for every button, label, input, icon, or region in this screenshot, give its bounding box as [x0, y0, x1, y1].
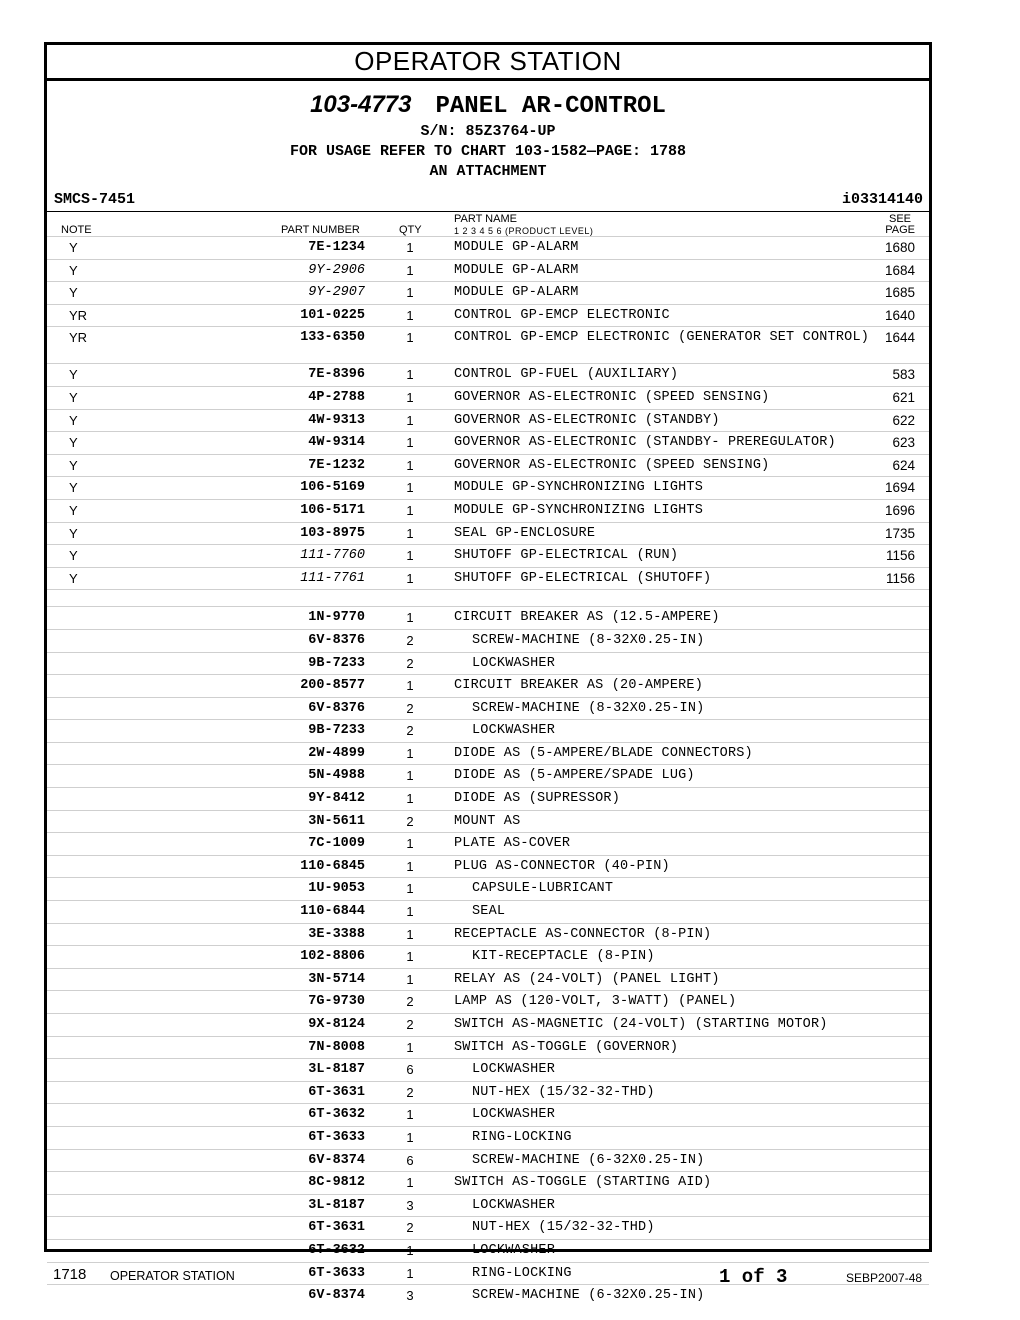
row-qty: 1 — [406, 1175, 414, 1191]
row-part-name: SWITCH AS-TOGGLE (GOVERNOR) — [454, 1039, 679, 1055]
footer-doc-id: SEBP2007-48 — [846, 1271, 923, 1285]
row-qty: 1 — [406, 1107, 414, 1123]
row-see-page: 624 — [892, 457, 915, 473]
row-qty: 1 — [406, 678, 414, 694]
row-qty: 1 — [406, 745, 414, 761]
col-page: PAGE — [885, 224, 915, 236]
row-part-name: CONTROL GP-EMCP ELECTRONIC — [454, 307, 670, 323]
row-qty: 2 — [406, 655, 414, 671]
row-part-number: 7E-8396 — [308, 367, 365, 383]
table-row — [47, 326, 929, 363]
row-part-number: 9Y-2907 — [308, 285, 365, 301]
row-note: Y — [69, 435, 78, 451]
row-see-page: 1735 — [884, 525, 915, 541]
row-qty: 2 — [406, 632, 414, 648]
table-row — [47, 259, 929, 282]
table-row — [47, 544, 929, 567]
row-part-name: SCREW-MACHINE (8-32X0.25-IN) — [472, 632, 705, 648]
row-qty: 2 — [406, 994, 414, 1010]
table-row — [47, 1013, 929, 1036]
row-qty: 6 — [406, 1062, 414, 1078]
row-qty: 1 — [406, 1242, 414, 1258]
row-part-number: 8C-9812 — [308, 1175, 365, 1191]
row-qty: 1 — [406, 949, 414, 965]
row-note: Y — [69, 240, 78, 255]
row-note: Y — [69, 502, 78, 518]
row-qty: 2 — [406, 1220, 414, 1236]
row-part-number: 9Y-8412 — [308, 791, 365, 807]
row-qty: 1 — [406, 971, 414, 987]
table-row — [47, 1216, 929, 1239]
row-part-name: SEAL — [472, 904, 506, 920]
row-qty: 1 — [406, 412, 414, 428]
row-qty: 1 — [406, 1039, 414, 1055]
table-row — [47, 764, 929, 787]
row-part-number: 6T-3631 — [308, 1220, 365, 1236]
row-part-number: 102-8806 — [300, 949, 365, 965]
column-headers — [47, 212, 929, 236]
row-part-number: 3N-5714 — [308, 971, 365, 987]
table-row — [47, 990, 929, 1013]
table-row — [47, 454, 929, 477]
row-part-name: PLUG AS-CONNECTOR (40-PIN) — [454, 858, 670, 874]
table-row — [47, 363, 929, 386]
col-see: SEE — [888, 213, 911, 225]
row-part-number: 6V-8374 — [308, 1288, 365, 1304]
table-row — [47, 968, 929, 991]
row-qty: 1 — [406, 262, 414, 278]
row-note: YR — [69, 307, 88, 323]
row-part-name: RELAY AS (24-VOLT) (PANEL LIGHT) — [454, 971, 720, 987]
row-part-number: 7N-8008 — [308, 1039, 365, 1055]
footer-page-of: 1 of 3 — [719, 1266, 788, 1288]
page-footer — [0, 1266, 1020, 1290]
row-see-page: 1644 — [884, 330, 915, 346]
row-part-number: 3N-5611 — [308, 813, 365, 829]
row-part-name: LOCKWASHER — [472, 1062, 556, 1078]
row-part-name: LOCKWASHER — [472, 723, 556, 739]
row-note: Y — [69, 412, 78, 428]
row-note: Y — [69, 262, 78, 278]
row-note: Y — [69, 525, 78, 541]
row-part-name: LOCKWASHER — [472, 1197, 556, 1213]
row-part-name: CAPSULE-LUBRICANT — [472, 881, 614, 897]
row-note: YR — [69, 330, 88, 346]
row-part-number: 106-5171 — [300, 502, 365, 518]
table-row — [47, 719, 929, 742]
row-qty: 1 — [406, 610, 414, 626]
table-row — [47, 1103, 929, 1126]
row-part-number: 6T-3631 — [308, 1084, 365, 1100]
row-part-name: MODULE GP-SYNCHRONIZING LIGHTS — [454, 502, 704, 518]
row-part-number: 1N-9770 — [308, 610, 365, 626]
table-row — [47, 409, 929, 432]
row-qty: 1 — [406, 240, 414, 255]
row-part-number: 6V-8376 — [308, 700, 365, 716]
row-part-number: 4W-9314 — [308, 435, 365, 451]
row-qty: 2 — [406, 723, 414, 739]
row-part-name: CIRCUIT BREAKER AS (20-AMPERE) — [454, 678, 704, 694]
row-qty: 1 — [406, 1129, 414, 1145]
table-row — [47, 1036, 929, 1059]
row-qty: 2 — [406, 1017, 414, 1032]
row-see-page: 1684 — [884, 262, 915, 278]
table-row — [47, 697, 929, 720]
row-see-page: 1696 — [884, 502, 915, 518]
parts-header — [47, 81, 929, 212]
row-qty: 6 — [406, 1152, 414, 1168]
row-qty: 1 — [406, 791, 414, 807]
row-part-number: 9Y-2906 — [308, 262, 365, 278]
table-row — [47, 522, 929, 545]
row-part-name: NUT-HEX (15/32-32-THD) — [472, 1084, 655, 1100]
table-row — [47, 386, 929, 409]
row-qty: 1 — [406, 881, 414, 897]
row-part-number: 106-5169 — [300, 480, 365, 496]
row-part-name: SCREW-MACHINE (8-32X0.25-IN) — [472, 700, 705, 716]
attachment-label: AN ATTACHMENT — [429, 163, 547, 180]
table-row — [47, 900, 929, 923]
row-note: Y — [69, 548, 78, 564]
row-part-number: 110-6844 — [300, 904, 365, 920]
table-row — [47, 1149, 929, 1172]
row-qty: 1 — [406, 307, 414, 323]
table-row — [47, 652, 929, 675]
row-part-name: SWITCH AS-MAGNETIC (24-VOLT) (STARTING MOTOR) — [454, 1017, 828, 1032]
row-see-page: 583 — [892, 367, 915, 383]
col-part-name: PART NAME — [454, 213, 517, 225]
table-row — [47, 832, 929, 855]
row-part-name: SEAL GP-ENCLOSURE — [454, 525, 596, 541]
col-qty: QTY — [399, 224, 422, 236]
row-part-number: 3L-8187 — [308, 1197, 365, 1213]
row-see-page: 1694 — [884, 480, 915, 496]
table-row — [47, 629, 929, 652]
group-title — [47, 91, 929, 120]
row-part-number: 3L-8187 — [308, 1062, 365, 1078]
col-product-levels: 1 2 3 4 5 6 (PRODUCT LEVEL) — [454, 226, 594, 236]
row-part-name: SCREW-MACHINE (6-32X0.25-IN) — [472, 1288, 705, 1304]
row-part-name: MODULE GP-ALARM — [454, 285, 579, 301]
row-qty: 1 — [406, 330, 414, 346]
row-part-name: MODULE GP-SYNCHRONIZING LIGHTS — [454, 480, 704, 496]
row-part-name: PLATE AS-COVER — [454, 836, 571, 852]
row-part-name: GOVERNOR AS-ELECTRONIC (STANDBY- PREREGULATOR) — [454, 435, 836, 451]
table-row — [47, 236, 929, 259]
table-row — [47, 606, 929, 629]
table-row — [47, 1239, 929, 1262]
row-part-number: 6T-3632 — [308, 1107, 365, 1123]
table-row — [47, 1194, 929, 1217]
table-row — [47, 810, 929, 833]
row-part-number: 2W-4899 — [308, 745, 365, 761]
row-note: Y — [69, 389, 78, 405]
row-qty: 1 — [406, 570, 414, 586]
row-note: Y — [69, 480, 78, 496]
row-part-number: 7E-1232 — [308, 457, 365, 473]
row-part-name: LOCKWASHER — [472, 655, 556, 671]
col-note: NOTE — [61, 224, 92, 236]
row-part-name: DIODE AS (5-AMPERE/SPADE LUG) — [454, 768, 695, 784]
row-part-number: 111-7761 — [300, 570, 365, 586]
row-part-name: CONTROL GP-EMCP ELECTRONIC (GENERATOR SET CONTROL) — [454, 330, 870, 346]
row-note: Y — [69, 457, 78, 473]
row-part-number: 7C-1009 — [308, 836, 365, 852]
row-part-number: 6V-8376 — [308, 632, 365, 648]
row-part-number: 133-6350 — [300, 330, 365, 346]
row-part-name: NUT-HEX (15/32-32-THD) — [472, 1220, 655, 1236]
row-see-page: 621 — [892, 389, 915, 405]
row-part-name: KIT-RECEPTACLE (8-PIN) — [472, 949, 655, 965]
table-row — [47, 567, 929, 590]
table-row — [47, 304, 929, 327]
row-qty: 1 — [406, 435, 414, 451]
row-see-page: 622 — [892, 412, 915, 428]
row-qty: 1 — [406, 480, 414, 496]
row-part-name: LOCKWASHER — [472, 1242, 556, 1258]
row-part-number: 9X-8124 — [308, 1017, 365, 1032]
row-qty: 1 — [406, 389, 414, 405]
row-part-name: SHUTOFF GP-ELECTRICAL (RUN) — [454, 548, 679, 564]
row-part-number: 1U-9053 — [308, 881, 365, 897]
smcs-code: SMCS-7451 — [54, 191, 136, 208]
group-part-number: 103-4773 — [310, 91, 412, 118]
row-part-name: SHUTOFF GP-ELECTRICAL (SHUTOFF) — [454, 570, 712, 586]
row-qty: 1 — [406, 904, 414, 920]
footer-section: OPERATOR STATION — [110, 1269, 235, 1283]
row-part-name: LOCKWASHER — [472, 1107, 556, 1123]
row-qty: 1 — [406, 1265, 414, 1281]
row-qty: 3 — [406, 1288, 414, 1304]
row-qty: 2 — [406, 813, 414, 829]
table-row — [47, 877, 929, 900]
row-qty: 1 — [406, 926, 414, 942]
row-see-page: 1640 — [884, 307, 915, 323]
row-qty: 1 — [406, 502, 414, 518]
row-part-number: 3E-3388 — [308, 926, 365, 942]
table-row — [47, 855, 929, 878]
table-row — [47, 742, 929, 765]
row-part-number: 9B-7233 — [308, 655, 365, 671]
row-part-name: RECEPTACLE AS-CONNECTOR (8-PIN) — [454, 926, 712, 942]
row-part-name: MODULE GP-ALARM — [454, 262, 579, 278]
row-part-number: 9B-7233 — [308, 723, 365, 739]
row-part-name: LAMP AS (120-VOLT, 3-WATT) (PANEL) — [454, 994, 737, 1010]
row-part-number: 6T-3633 — [308, 1265, 365, 1281]
row-part-number: 7G-9730 — [308, 994, 365, 1010]
row-part-number: 4P-2788 — [308, 389, 365, 405]
row-part-number: 6T-3632 — [308, 1242, 365, 1258]
table-row — [47, 1081, 929, 1104]
row-see-page: 1685 — [884, 285, 915, 301]
illustration-id: i03314140 — [841, 191, 923, 208]
row-note: Y — [69, 570, 78, 586]
table-row — [47, 787, 929, 810]
table-row — [47, 1058, 929, 1081]
parts-table — [47, 236, 929, 1307]
row-part-number: 110-6845 — [300, 858, 365, 874]
row-part-name: MODULE GP-ALARM — [454, 240, 579, 255]
row-note: Y — [69, 285, 78, 301]
row-part-number: 111-7760 — [300, 548, 365, 564]
table-row — [47, 1171, 929, 1194]
row-qty: 1 — [406, 768, 414, 784]
row-part-name: GOVERNOR AS-ELECTRONIC (SPEED SENSING) — [454, 457, 770, 473]
row-see-page: 1156 — [885, 548, 915, 564]
table-row — [47, 499, 929, 522]
row-qty: 1 — [406, 548, 414, 564]
row-qty: 1 — [406, 525, 414, 541]
row-see-page: 1680 — [884, 240, 915, 255]
row-part-name: RING-LOCKING — [472, 1129, 572, 1145]
row-part-number: 7E-1234 — [308, 240, 365, 255]
table-row — [47, 476, 929, 499]
group-part-name: PANEL AR-CONTROL — [435, 93, 666, 120]
table-row — [47, 431, 929, 454]
row-part-number: 6V-8374 — [308, 1152, 365, 1168]
serial-number: S/N: 85Z3764-UP — [420, 123, 556, 140]
row-qty: 3 — [406, 1197, 414, 1213]
table-row — [47, 1126, 929, 1149]
table-row — [47, 945, 929, 968]
col-part-number: PART NUMBER — [281, 224, 360, 236]
row-part-name: MOUNT AS — [454, 813, 521, 829]
row-part-name: RING-LOCKING — [472, 1265, 572, 1281]
row-part-number: 200-8577 — [300, 678, 365, 694]
row-part-name: DIODE AS (SUPRESSOR) — [454, 791, 621, 807]
row-qty: 1 — [406, 858, 414, 874]
row-part-number: 4W-9313 — [308, 412, 365, 428]
row-part-name: SCREW-MACHINE (6-32X0.25-IN) — [472, 1152, 705, 1168]
row-part-name: GOVERNOR AS-ELECTRONIC (STANDBY) — [454, 412, 720, 428]
row-qty: 1 — [406, 836, 414, 852]
usage-reference: FOR USAGE REFER TO CHART 103-1582—PAGE: 1788 — [289, 143, 687, 160]
row-see-page: 623 — [892, 435, 915, 451]
row-qty: 2 — [406, 1084, 414, 1100]
row-part-name: DIODE AS (5-AMPERE/BLADE CONNECTORS) — [454, 745, 753, 761]
row-note: Y — [69, 367, 78, 383]
row-part-name: GOVERNOR AS-ELECTRONIC (SPEED SENSING) — [454, 389, 770, 405]
row-part-name: CONTROL GP-FUEL (AUXILIARY) — [454, 367, 679, 383]
section-title: OPERATOR STATION — [47, 45, 929, 81]
table-row — [47, 674, 929, 697]
table-row — [47, 923, 929, 946]
row-qty: 1 — [406, 285, 414, 301]
row-part-name: CIRCUIT BREAKER AS (12.5-AMPERE) — [454, 610, 720, 626]
row-qty: 2 — [406, 700, 414, 716]
row-qty: 1 — [406, 457, 414, 473]
row-part-number: 101-0225 — [300, 307, 365, 323]
row-part-name: SWITCH AS-TOGGLE (STARTING AID) — [454, 1175, 712, 1191]
table-row — [47, 281, 929, 304]
row-part-number: 5N-4988 — [308, 768, 365, 784]
table-spacer-row — [47, 589, 929, 606]
footer-page-number: 1718 — [53, 1266, 87, 1283]
row-part-number: 6T-3633 — [308, 1129, 365, 1145]
row-qty: 1 — [406, 367, 414, 383]
row-part-number: 103-8975 — [300, 525, 365, 541]
row-see-page: 1156 — [885, 570, 915, 586]
